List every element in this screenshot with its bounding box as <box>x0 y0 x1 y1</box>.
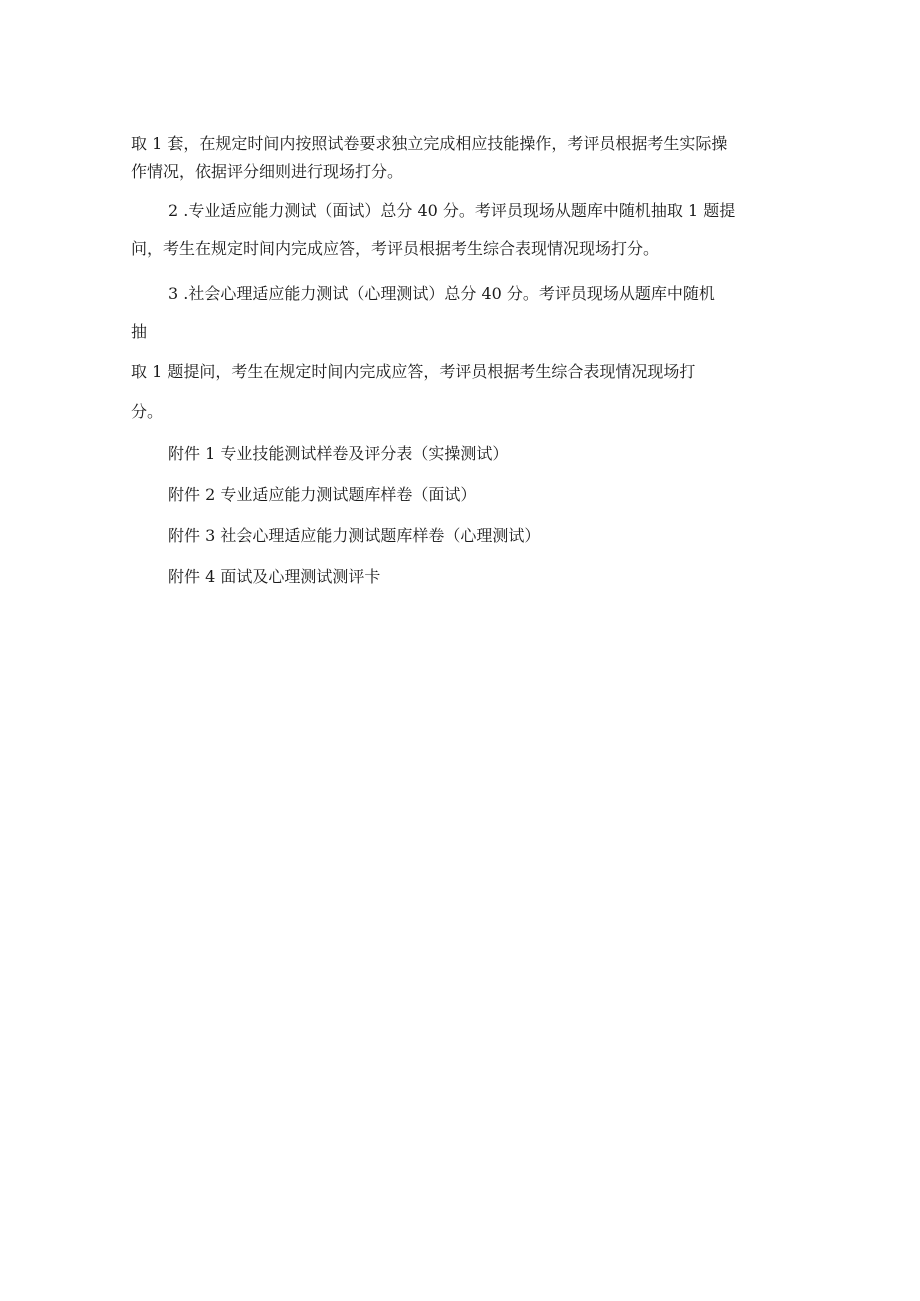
paragraph-3-line-2: 抽 <box>131 322 148 341</box>
attachment-1: 附件 1 专业技能测试样卷及评分表（实操测试） <box>168 444 509 463</box>
paragraph-3-line-1: 3 .社会心理适应能力测试（心理测试）总分 40 分。考评员现场从题库中随机 <box>168 284 715 303</box>
attachment-2: 附件 2 专业适应能力测试题库样卷（面试） <box>168 485 477 504</box>
paragraph-3-line-3: 取 1 题提问，考生在规定时间内完成应答，考评员根据考生综合表现情况现场打 <box>131 362 696 381</box>
attachment-4: 附件 4 面试及心理测试测评卡 <box>168 567 381 586</box>
paragraph-1-line-1: 取 1 套，在规定时间内按照试卷要求独立完成相应技能操作，考评员根据考生实际操 <box>131 134 728 153</box>
paragraph-3-line-4: 分。 <box>131 402 164 421</box>
attachment-3: 附件 3 社会心理适应能力测试题库样卷（心理测试） <box>168 526 541 545</box>
paragraph-2-line-2: 问，考生在规定时间内完成应答，考评员根据考生综合表现情况现场打分。 <box>131 239 660 258</box>
paragraph-1-line-2: 作情况，依据评分细则进行现场打分。 <box>131 162 404 181</box>
paragraph-2-line-1: 2 .专业适应能力测试（面试）总分 40 分。考评员现场从题库中随机抽取 1 题提 <box>168 201 736 220</box>
